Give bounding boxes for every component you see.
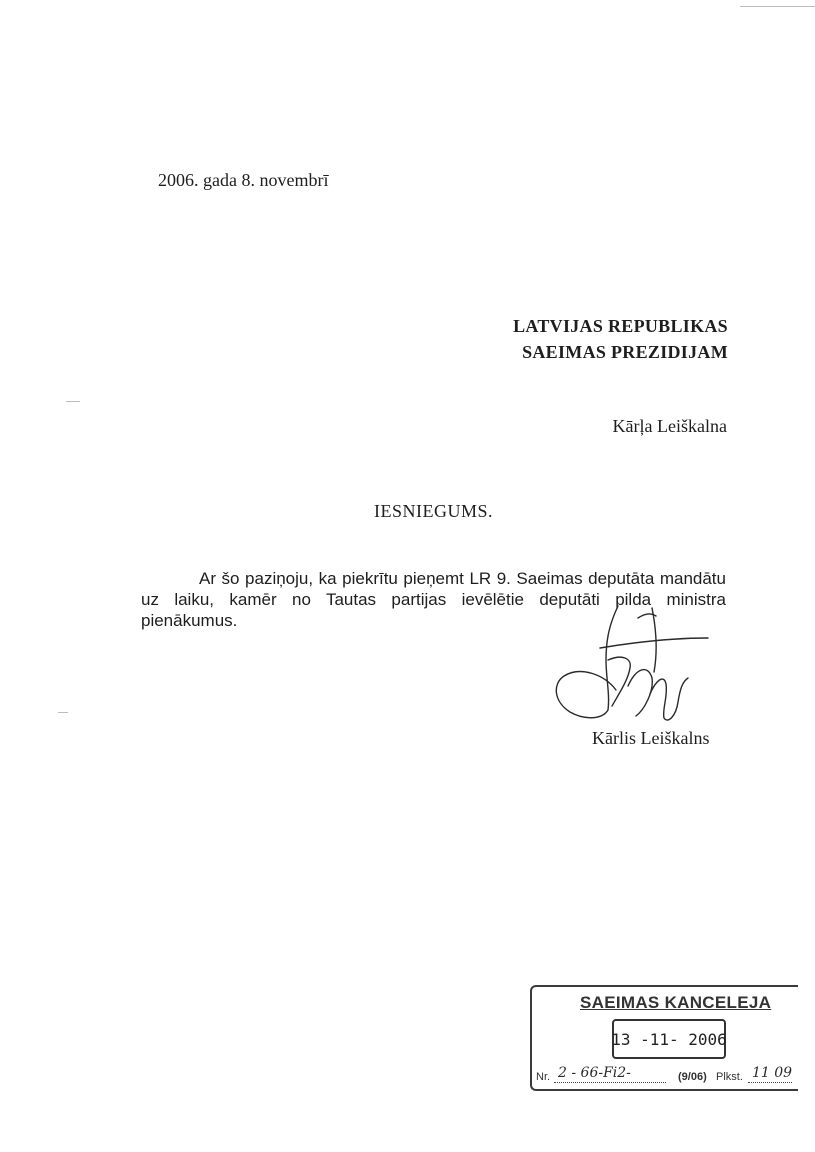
sender-name: Kārļa Leiškalna: [612, 416, 727, 436]
registry-stamp: [530, 985, 798, 1091]
letter-date: 2006. gada 8. novembrī: [158, 170, 329, 190]
addressee: [513, 313, 728, 365]
handwritten-signature: [540, 598, 720, 728]
stamp-nr-line: [554, 1082, 666, 1083]
signatory-name: Kārlis Leiškalns: [592, 728, 710, 748]
scan-mark: [58, 712, 68, 713]
stamp-plkst-line: [748, 1082, 792, 1083]
letter-body: Ar šo paziņoju, ka piekrītu pieņemt LR 9. Saeimas deputāta mandātu uz laiku, kamēr no Tautas partijas ievēlētie deputāti pilda ministra pienākumus.: [141, 569, 726, 630]
stamp-plkst-label: Plkst.: [716, 1071, 743, 1083]
stamp-plkst-value: 11 09: [752, 1065, 793, 1081]
stamp-title: SAEIMAS KANCELEJA: [580, 993, 772, 1012]
document-title: IESNIEGUMS.: [374, 501, 494, 521]
scan-mark: [740, 6, 815, 7]
stamp-code: (9/06): [678, 1071, 707, 1083]
stamp-date: 13 -11- 2006: [611, 1029, 727, 1049]
stamp-nr-label: Nr.: [536, 1071, 551, 1083]
addressee-line-1: LATVIJAS REPUBLIKAS: [513, 316, 728, 336]
stamp-registration-row: [536, 1065, 794, 1085]
stamp-nr-value: 2 - 66-Fi2-: [558, 1065, 631, 1081]
addressee-line-2: SAEIMAS PREZIDIJAM: [522, 342, 728, 362]
scan-mark: [66, 401, 80, 402]
stamp-date-box: [612, 1019, 726, 1059]
